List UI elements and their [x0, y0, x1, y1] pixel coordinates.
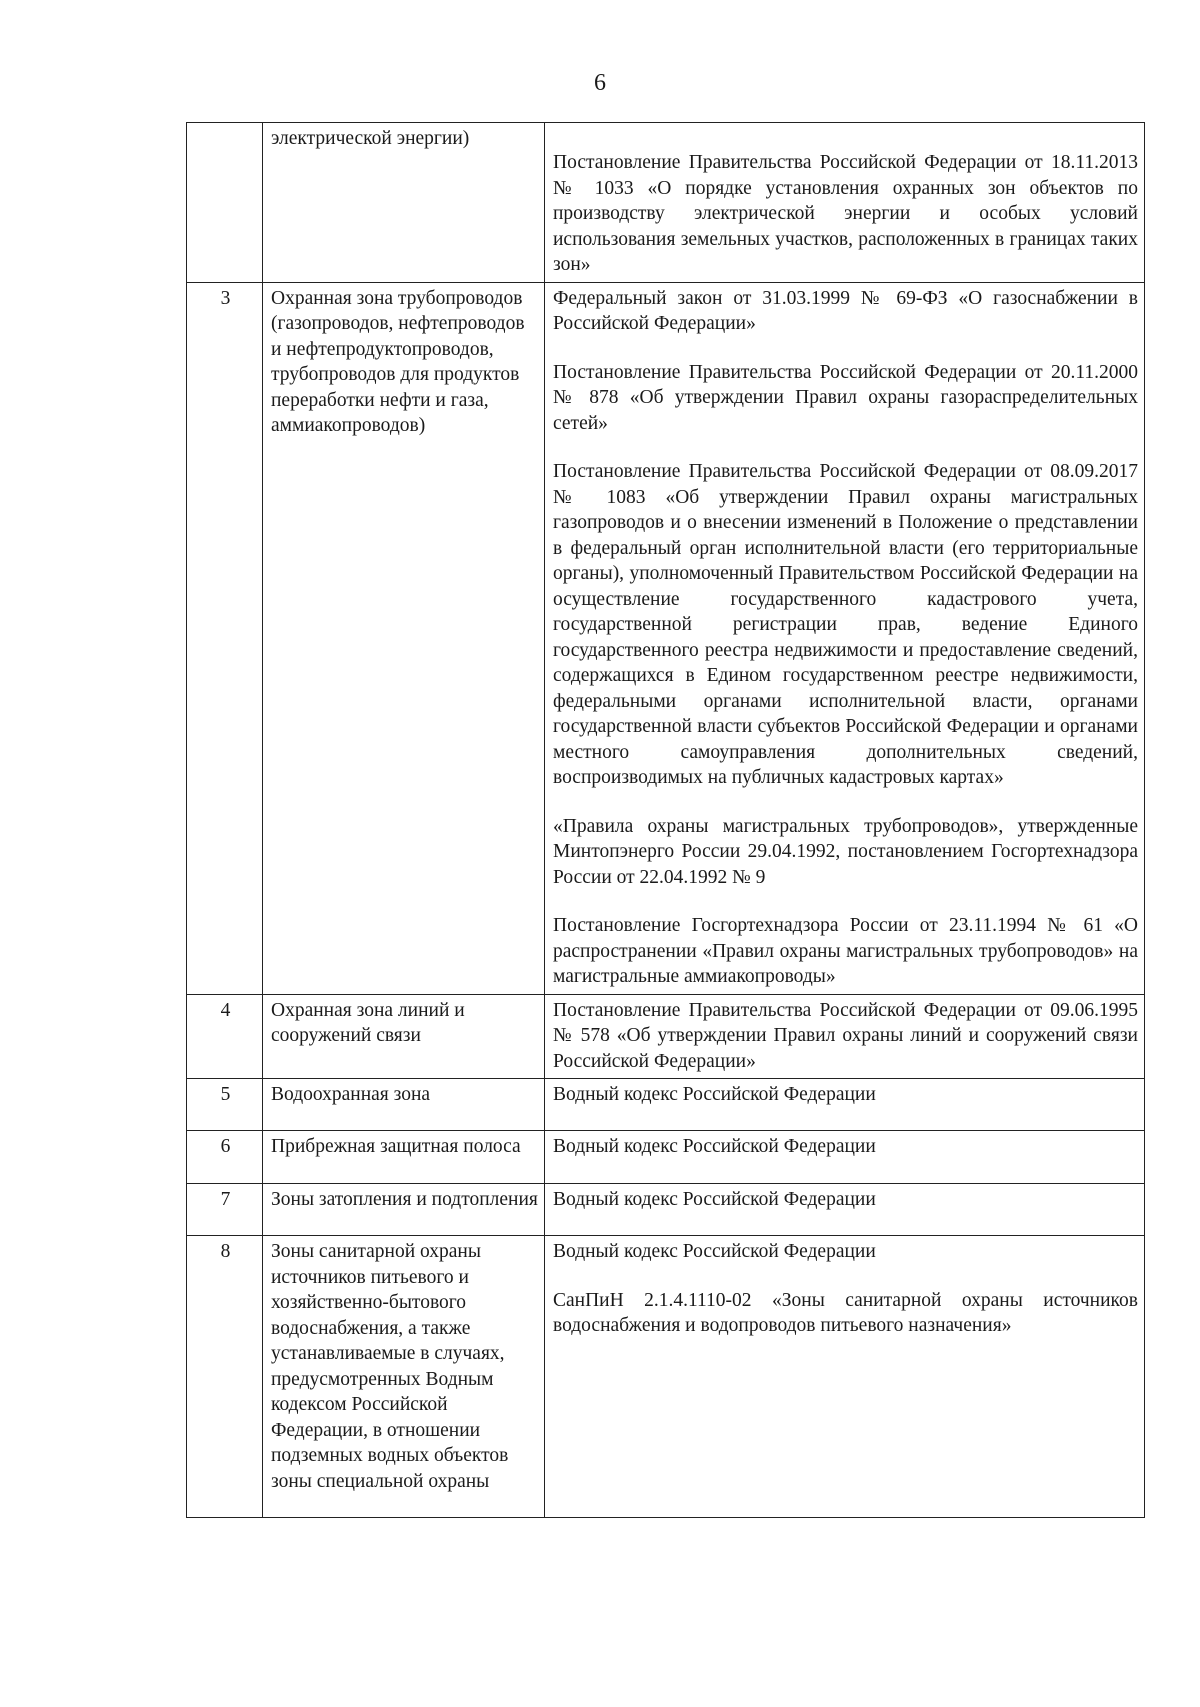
zone-name: Зоны затопления и подтопления [263, 1184, 545, 1236]
row-number: 5 [187, 1079, 263, 1131]
legal-acts-cell [545, 1236, 1145, 1518]
zone-name: Водоохранная зона [263, 1079, 545, 1131]
legal-act: Постановление Правительства Российской Федерации от 20.11.2000 № 878 «Об утверждении Правил охраны газораспределительных сетей» [553, 361, 1138, 434]
legal-acts-cell [545, 1184, 1145, 1236]
legal-act: Водный кодекс Российской Федерации [553, 1136, 876, 1157]
table-row [187, 1079, 1145, 1131]
zone-name: Охранная зона трубопроводов (газопроводов, нефтепроводов и нефтепродуктопроводов, трубопроводов для продуктов переработки нефти и газа, аммиакопроводов) [263, 282, 545, 994]
row-number: 7 [187, 1184, 263, 1236]
legal-acts-cell [545, 282, 1145, 994]
legal-act: «Правила охраны магистральных трубопроводов», утвержденные Минтопэнерго России 29.04.1992, постановлением Госгортехнадзора России от 22.04.1992 № 9 [553, 815, 1138, 888]
legal-act: Постановление Правительства Российской Федерации от 09.06.1995 № 578 «Об утверждении Правил охраны линий и сооружений связи Российской Федерации» [553, 999, 1138, 1072]
table-row [187, 123, 1145, 283]
legal-act: Постановление Правительства Российской Федерации от 18.11.2013 № 1033 «О порядке установления охранных зон объектов по производству электрической энергии и особых условий использования земельных участков, расположенных в границах таких зон» [553, 152, 1138, 275]
zone-name: Прибрежная защитная полоса [263, 1131, 545, 1184]
zone-name: Охранная зона линий и сооружений связи [263, 994, 545, 1079]
legal-acts-cell [545, 1079, 1145, 1131]
row-number: 4 [187, 994, 263, 1079]
legal-acts-cell [545, 994, 1145, 1079]
page-number: 6 [594, 70, 606, 96]
legal-act: Постановление Госгортехнадзора России от 23.11.1994 № 61 «О распространении «Правил охраны магистральных трубопроводов» на магистральные аммиакопроводы» [553, 915, 1138, 987]
row-number: 8 [187, 1236, 263, 1518]
legal-act: Федеральный закон от 31.03.1999 № 69-ФЗ «О газоснабжении в Российской Федерации» [553, 287, 1138, 334]
legal-act: Постановление Правительства Российской Федерации от 08.09.2017 № 1083 «Об утверждении Правил охраны магистральных газопроводов и о внесении изменений в Положение о представлении в федеральный орган исполнительной власти (его территориальные органы), уполномоченный Правительством Российской Федерации на осуществление государственного кадастрового учета, государственной регистрации прав, ведение Единого государственного реестра недвижимости и предоставление сведений, содержащихся в Едином государственном реестре недвижимости, федеральными органами исполнительной власти, органами государственной власти субъектов Российской Федерации и органами местного самоуправления дополнительных сведений, воспроизводимых на публичных кадастровых картах» [553, 461, 1138, 788]
legal-acts-table [186, 122, 1145, 1518]
legal-acts-cell [545, 123, 1145, 283]
table-row [187, 1236, 1145, 1518]
table-row [187, 994, 1145, 1079]
row-number: 6 [187, 1131, 263, 1184]
table-row [187, 282, 1145, 994]
zone-name: электрической энергии) [263, 123, 545, 283]
legal-act: СанПиН 2.1.4.1110-02 «Зоны санитарной охраны источников водоснабжения и водопроводов питьевого назначения» [553, 1289, 1138, 1336]
zone-name: Зоны санитарной охраны источников питьевого и хозяйственно-бытового водоснабжения, а также устанавливаемые в случаях, предусмотренных Водным кодексом Российской Федерации, в отношении подземных водных объектов зоны специальной охраны [263, 1236, 545, 1518]
row-number [187, 123, 263, 283]
row-number: 3 [187, 282, 263, 994]
legal-acts-cell [545, 1131, 1145, 1184]
table-row [187, 1184, 1145, 1236]
legal-act: Водный кодекс Российской Федерации [553, 1084, 876, 1105]
table-row [187, 1131, 1145, 1184]
legal-act: Водный кодекс Российской Федерации [553, 1189, 876, 1210]
legal-act: Водный кодекс Российской Федерации [553, 1241, 876, 1262]
